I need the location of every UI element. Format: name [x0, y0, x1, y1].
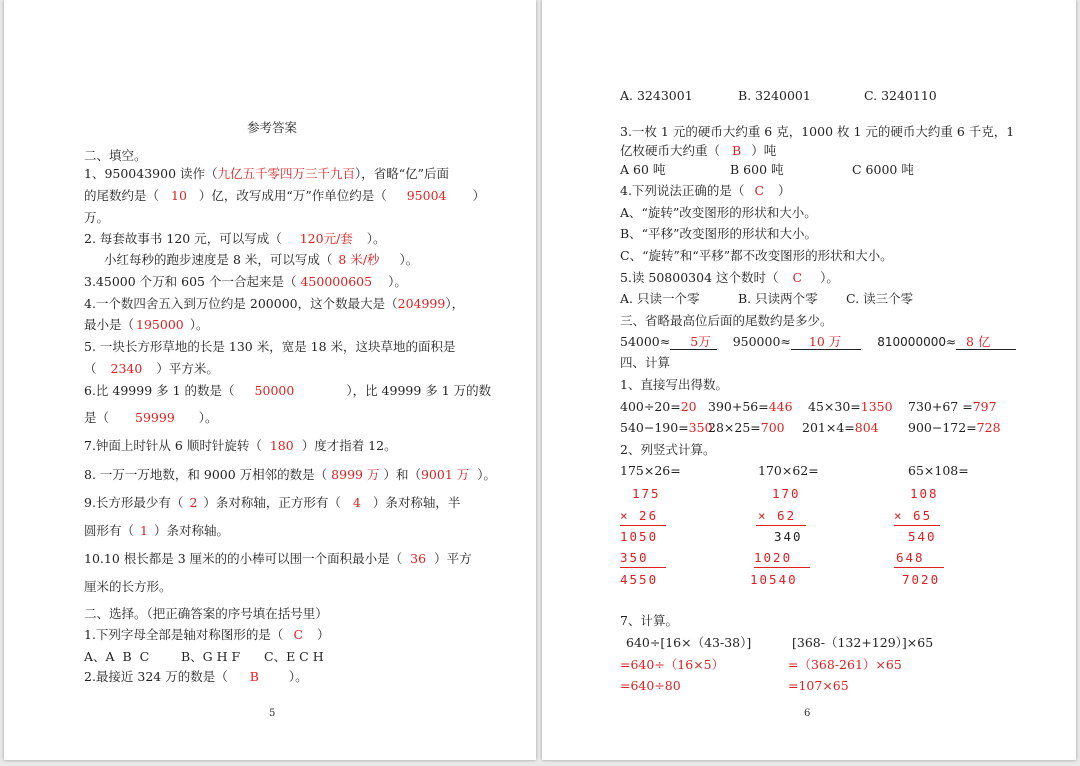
answer: 36	[410, 551, 427, 566]
question-text: ）平方米。	[156, 361, 219, 376]
calc-answer: 804	[854, 420, 879, 435]
vertical-3-rule	[894, 525, 940, 526]
question-text: 小红每秒的跑步速度是 8 米，可以写成（	[104, 252, 333, 267]
answer: 1	[140, 523, 148, 538]
question-8	[84, 466, 496, 484]
choice-3-line-1: 3.一枚 1 元的硬币大约重 6 克，1000 枚 1 元的硬币大约重 6 千克，1	[620, 124, 1015, 139]
question-text: ）	[472, 188, 485, 203]
calc-question: 540−190=	[620, 420, 689, 435]
question-text: ）。	[477, 467, 497, 482]
question-text: ）。	[288, 669, 308, 684]
vertical-2-rule	[754, 567, 810, 568]
question-text: （	[84, 361, 97, 376]
calc-answer: 446	[768, 399, 793, 414]
question-text: 6.比 49999 多 1 的数是（	[84, 383, 235, 398]
vertical-2-row: × 62	[758, 508, 797, 523]
choice-1	[84, 626, 330, 644]
section-choice-heading: 二、选择。（把正确答案的序号填在括号里）	[84, 606, 328, 621]
vertical-question-2: 170×62=	[758, 463, 819, 478]
answer: 450000605	[300, 274, 373, 289]
question-7	[84, 437, 397, 455]
question-text: ）平方	[434, 551, 472, 566]
question-text: ），省略“亿”后面	[355, 166, 450, 181]
calc-answer: 700	[760, 420, 785, 435]
question-text: 4.一个数四舍五入到万位约是 200000，这个数最大是（	[84, 296, 398, 311]
answer: C	[792, 270, 803, 285]
question-5-line-2	[84, 360, 219, 378]
question-text: ），	[445, 296, 465, 311]
choice-5-option-a: A. 只读一个零	[620, 291, 700, 306]
question-2-line-2	[104, 251, 418, 269]
question-text: 2.最接近 324 万的数是（	[84, 669, 228, 684]
question-text: ）条对称轴。	[153, 523, 229, 538]
estimate-question: 950000≈	[732, 334, 791, 349]
calc-question: 390+56=	[708, 399, 769, 414]
question-text: 5.读 50800304 这个数时（	[620, 270, 779, 285]
choice-4	[620, 182, 791, 200]
choice-5-option-b: B. 只读两个零	[738, 291, 818, 306]
calc-answer: 350	[688, 420, 713, 435]
question-text: 圆形有（	[84, 523, 135, 538]
section-calc-heading: 四、计算	[620, 355, 671, 370]
vertical-1-row: 350	[620, 550, 649, 565]
question-1-line-3: 万。	[84, 210, 110, 225]
page-right	[542, 0, 1076, 760]
choice-2-option-c: C. 3240110	[864, 88, 937, 103]
answer: 9001 万	[420, 467, 470, 482]
question-6-line-2	[84, 409, 218, 427]
question-text: ）。	[198, 410, 218, 425]
calc-question: 400÷20=	[620, 399, 681, 414]
answer: 50000	[254, 383, 295, 398]
choice-4-option-c: C、“旋转”和“平移”都不改变图形的形状和大小。	[620, 248, 893, 263]
compute-question-1: 640÷[16×（43-38）]	[626, 635, 752, 650]
vertical-1-row: 175	[632, 486, 661, 501]
direct-calc-cell	[908, 398, 997, 416]
answer: 4	[352, 495, 361, 510]
answer: 180	[269, 438, 294, 453]
vertical-3-row: 7020	[902, 572, 941, 587]
calc-answer: 1350	[860, 399, 893, 414]
answer: B	[249, 669, 259, 684]
calc-question: 900−172=	[908, 420, 977, 435]
question-text: ），比 49999 多 1 万的数	[346, 383, 492, 398]
compute-question-2: [368-（132+129）]×65	[792, 635, 934, 650]
question-text: ）和（	[383, 467, 421, 482]
question-10-line-1	[84, 550, 472, 568]
page-left	[4, 0, 536, 760]
question-5-line-1: 5. 一块长方形草地的长是 130 米，宽是 18 米，这块草地的面积是	[84, 339, 456, 354]
question-text: ）度才指着 12。	[301, 438, 397, 453]
estimate-answer: 5万	[670, 334, 716, 350]
question-text: ）条对称轴，半	[372, 495, 461, 510]
vertical-question-3: 65×108=	[908, 463, 969, 478]
question-text: 1、950043900 读作（	[84, 166, 218, 181]
question-3	[84, 273, 407, 291]
page-title: 参考答案	[247, 120, 298, 135]
question-text: 1.下列字母全部是轴对称图形的是（	[84, 627, 284, 642]
section-estimate-heading: 三、省略最高位后面的尾数约是多少。	[620, 313, 833, 328]
compute-heading: 7、计算。	[620, 613, 678, 628]
question-text: 最小是（	[84, 317, 135, 332]
estimate-answer: 8 亿	[956, 334, 1016, 350]
choice-5	[620, 269, 839, 287]
question-text: ）。	[366, 231, 386, 246]
direct-calc-cell	[802, 419, 879, 437]
compute-step: =107×65	[788, 678, 849, 693]
choice-2	[84, 668, 308, 686]
question-6-line-1	[84, 382, 491, 400]
calc-answer: 728	[976, 420, 1001, 435]
vertical-2-row: 340	[774, 529, 803, 544]
question-text: ）。	[399, 252, 419, 267]
question-1-line-1	[84, 165, 449, 183]
answer: 204999	[397, 296, 446, 311]
answer: 10	[171, 188, 187, 203]
answer: 120元/套	[299, 231, 353, 246]
choice-1-options: A、A B C B、G H F C、E C H	[84, 649, 324, 664]
vertical-1-row: × 26	[620, 508, 659, 523]
direct-calc-heading: 1、直接写出得数。	[620, 377, 728, 392]
question-text: ）。	[388, 274, 407, 289]
estimate-question: 810000000≈	[877, 335, 957, 349]
question-4-line-1	[84, 295, 464, 313]
vertical-question-1: 175×26=	[620, 463, 681, 478]
calc-question: 201×4=	[802, 420, 855, 435]
vertical-1-row: 1050	[620, 529, 659, 544]
answer: 8999 万	[331, 467, 380, 482]
answer: C	[754, 183, 765, 198]
question-text: 4.下列说法正确的是（	[620, 183, 745, 198]
vertical-1-rule	[620, 567, 666, 568]
vertical-2-row: 10540	[750, 572, 798, 587]
compute-step: =（368-261）×65	[788, 657, 902, 672]
question-text: 亿枚硬币大约重（	[620, 143, 721, 158]
vertical-3-row: 648	[896, 550, 925, 565]
answer: 59999	[135, 410, 175, 425]
question-text: ）条对称轴，正方形有（	[203, 495, 341, 510]
vertical-1-rule	[620, 525, 666, 526]
estimate-question: 54000≈	[620, 334, 671, 349]
answer: 2	[189, 495, 198, 510]
question-text: 8. 一万一万地数，和 9000 万相邻的数是（	[84, 467, 328, 482]
answer: 8 米/秒	[338, 252, 380, 267]
choice-3-option-c: C 6000 吨	[852, 162, 914, 177]
question-10-line-2: 厘米的长方形。	[84, 579, 172, 594]
question-2-line-1	[84, 230, 386, 248]
vertical-2-row: 1020	[754, 550, 793, 565]
question-text: 的尾数约是（	[84, 188, 160, 203]
question-text: 10.10 根长都是 3 厘米的的小棒可以围一个面积最小是（	[84, 551, 403, 566]
page-number: 6	[804, 708, 811, 719]
estimate-row	[620, 333, 1016, 351]
question-text: ）亿，改写成用“万”作单位约是（	[198, 188, 387, 203]
compute-step: =640÷（16×5）	[620, 657, 725, 672]
choice-4-option-b: B、“平移”改变图形的形状和大小。	[620, 226, 817, 241]
question-text: 7.钟面上时针从 6 顺时针旋转（	[84, 438, 262, 453]
choice-5-option-c: C. 读三个零	[846, 291, 914, 306]
question-text: ）。	[189, 317, 209, 332]
answer: B	[732, 143, 742, 158]
direct-calc-cell	[908, 419, 1001, 437]
direct-calc-cell	[808, 398, 893, 416]
choice-2-option-b: B. 3240001	[738, 88, 811, 103]
choice-3-line-2	[620, 142, 776, 160]
direct-calc-row-1	[620, 398, 697, 416]
choice-4-option-a: A、“旋转”改变图形的形状和大小。	[620, 205, 817, 220]
direct-calc-row-2	[620, 419, 713, 437]
question-text: 是（	[84, 410, 110, 425]
direct-calc-cell	[708, 419, 785, 437]
answer: 2340	[110, 361, 143, 376]
calc-question: 730+67 =	[908, 399, 973, 414]
vertical-calc-heading: 2、列竖式计算。	[620, 442, 716, 457]
section-fill-heading: 二、填空。	[84, 148, 147, 163]
calc-question: 45×30=	[808, 399, 861, 414]
question-text: ）	[317, 627, 330, 642]
compute-step: =640÷80	[620, 678, 681, 693]
calc-answer: 20	[680, 399, 697, 414]
question-text: ）。	[820, 270, 839, 285]
choice-3-option-a: A 60 吨	[620, 162, 666, 177]
vertical-3-row: 540	[908, 529, 937, 544]
question-text: ）吨	[751, 143, 777, 158]
choice-3-option-b: B 600 吨	[730, 162, 784, 177]
vertical-3-row: × 65	[894, 508, 933, 523]
estimate-answer: 10 万	[791, 334, 861, 350]
question-1-line-2	[84, 187, 485, 205]
vertical-1-row: 4550	[620, 572, 659, 587]
question-text: 2. 每套故事书 120 元，可以写成（	[84, 231, 282, 246]
calc-answer: 797	[972, 399, 997, 414]
vertical-3-row: 108	[910, 486, 939, 501]
answer: 95004	[406, 188, 447, 203]
answer: C	[293, 627, 304, 642]
calc-question: 28×25=	[708, 420, 761, 435]
question-text: 3.45000 个万和 605 个一合起来是（	[84, 274, 297, 289]
vertical-2-rule	[756, 525, 806, 526]
question-9-line-1	[84, 494, 460, 512]
vertical-3-rule	[894, 567, 944, 568]
page-number: 5	[269, 708, 276, 719]
question-text: 9.长方形最少有（	[84, 495, 184, 510]
answer: 九亿五千零四万三千九百	[217, 166, 356, 181]
direct-calc-cell	[708, 398, 793, 416]
answer: 195000	[136, 317, 184, 332]
question-9-line-2	[84, 522, 229, 540]
choice-2-option-a: A. 3243001	[620, 88, 693, 103]
vertical-2-row: 170	[772, 486, 801, 501]
question-4-line-2	[84, 316, 209, 334]
question-text: ）	[778, 183, 791, 198]
